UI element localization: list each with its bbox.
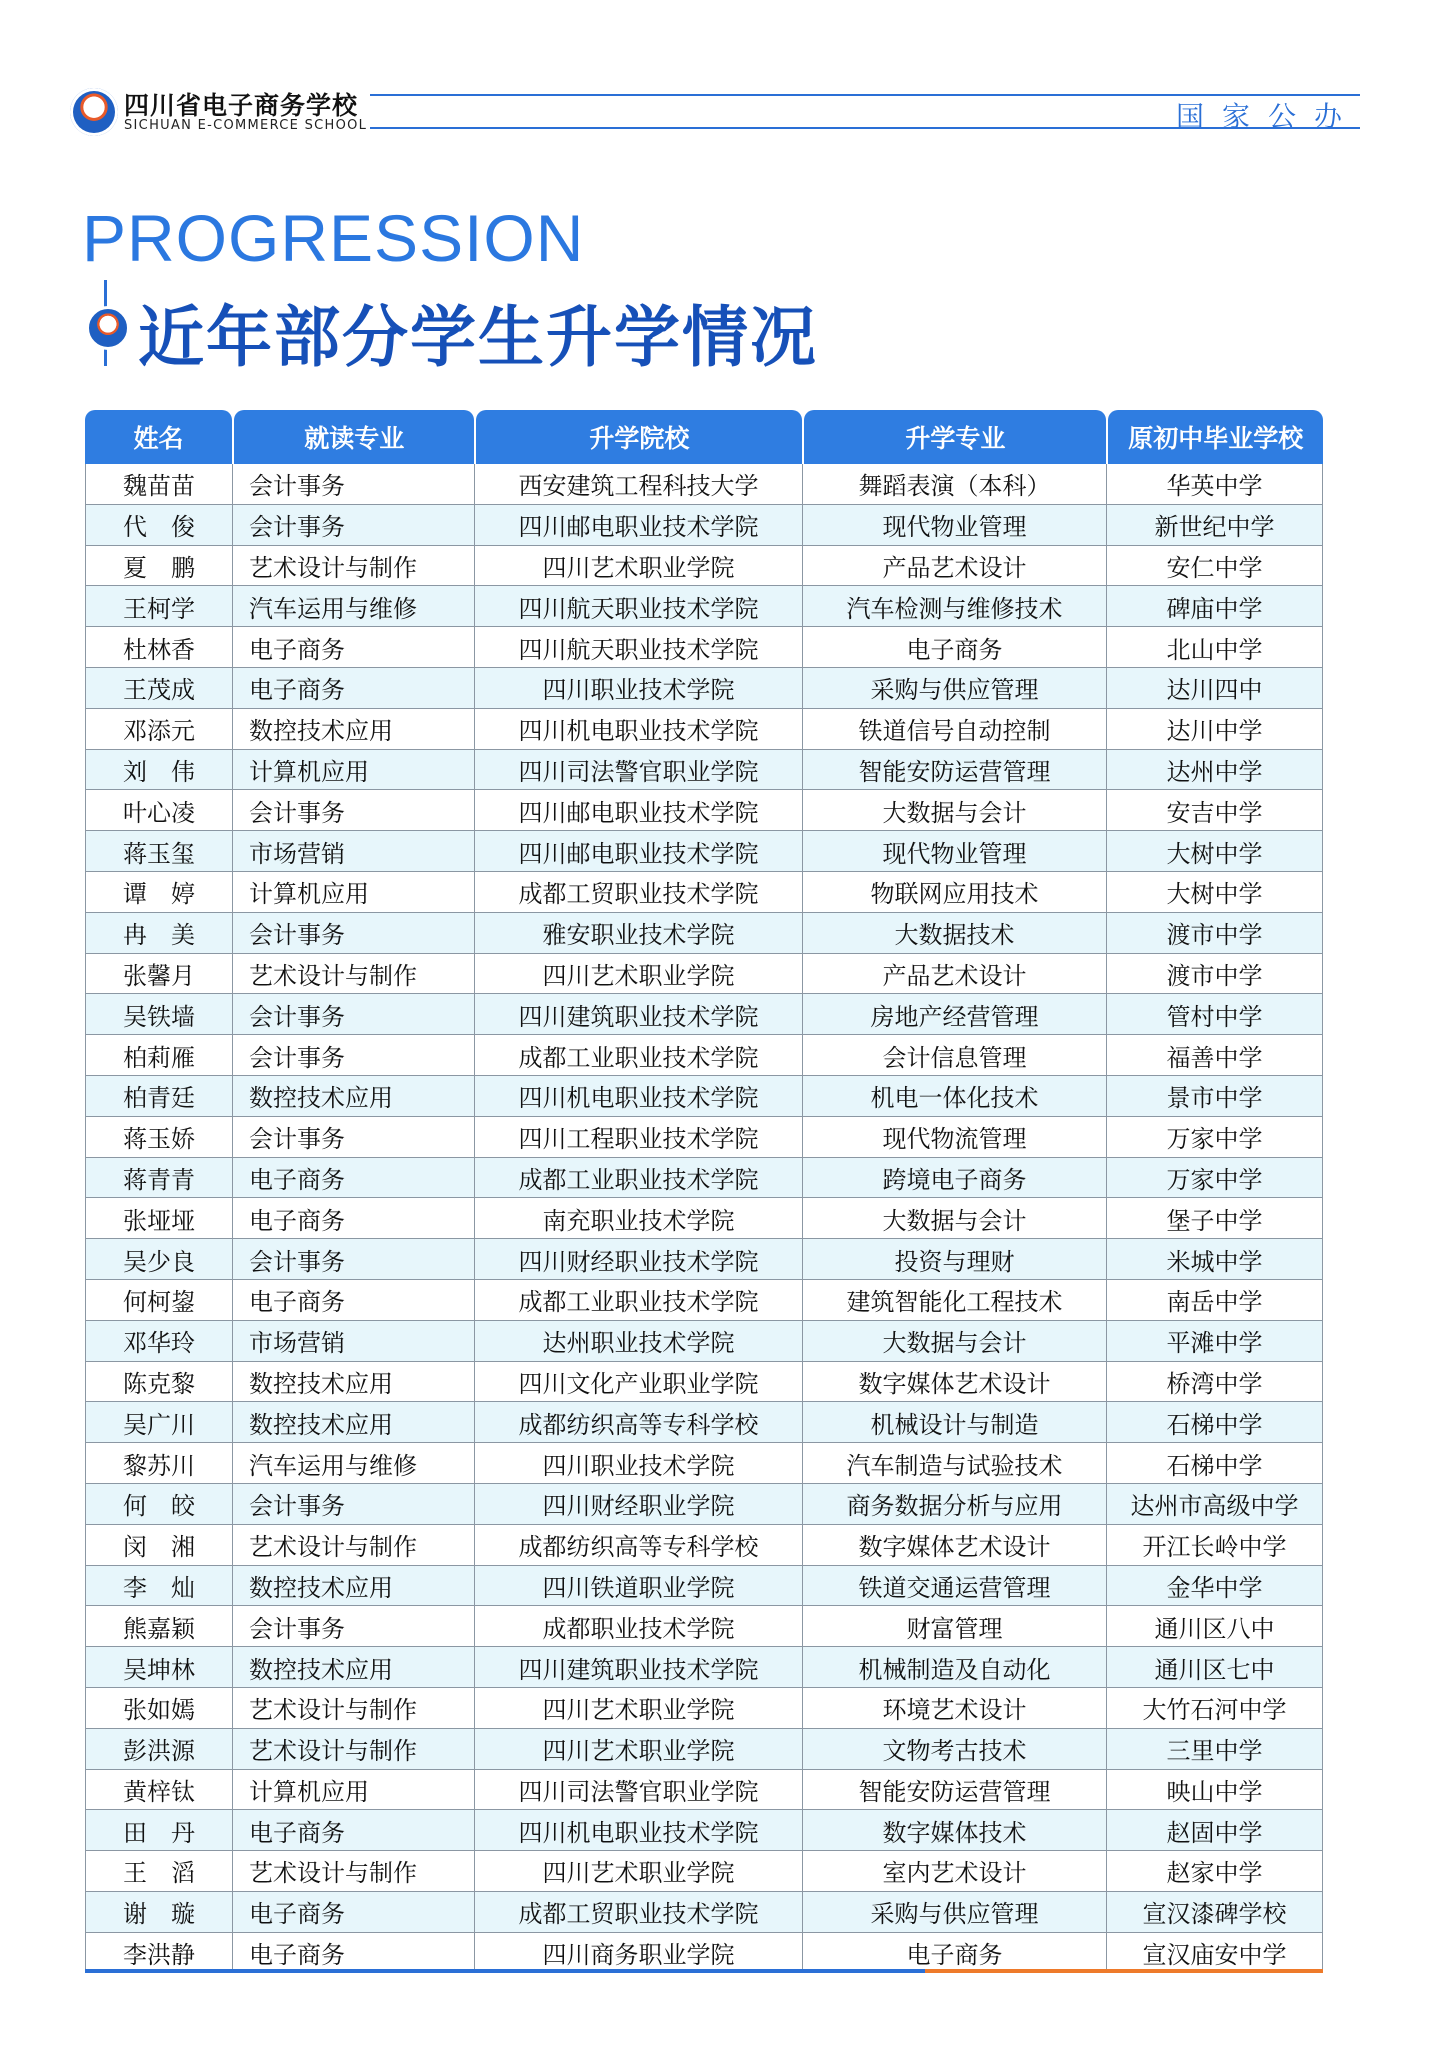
table-row xyxy=(85,1933,1323,1974)
table-row xyxy=(85,913,1323,954)
cell-name: 魏苗苗 xyxy=(85,464,233,505)
cell-college: 四川邮电职业技术学院 xyxy=(475,790,803,831)
cell-middle-school: 平滩中学 xyxy=(1107,1321,1323,1362)
cell-college: 四川职业技术学院 xyxy=(475,668,803,709)
table-header xyxy=(85,410,1323,464)
cell-major: 电子商务 xyxy=(233,1892,475,1933)
cell-college-major: 大数据与会计 xyxy=(803,790,1107,831)
cell-college-major: 数字媒体艺术设计 xyxy=(803,1525,1107,1566)
cell-name: 柏青廷 xyxy=(85,1076,233,1117)
cell-major: 数控技术应用 xyxy=(233,1076,475,1117)
cell-middle-school: 桥湾中学 xyxy=(1107,1362,1323,1403)
cell-name: 邓华玲 xyxy=(85,1321,233,1362)
school-logo-icon xyxy=(70,88,118,136)
cell-middle-school: 达州市高级中学 xyxy=(1107,1484,1323,1525)
cell-major: 汽车运用与维修 xyxy=(233,586,475,627)
cell-major: 市场营销 xyxy=(233,1321,475,1362)
table-row xyxy=(85,1443,1323,1484)
cell-college-major: 现代物流管理 xyxy=(803,1117,1107,1158)
cell-middle-school: 万家中学 xyxy=(1107,1158,1323,1199)
cell-college-major: 商务数据分析与应用 xyxy=(803,1484,1107,1525)
cell-college: 四川司法警官职业学院 xyxy=(475,1770,803,1811)
cell-name: 何柯鋆 xyxy=(85,1280,233,1321)
cell-major: 数控技术应用 xyxy=(233,709,475,750)
cell-college: 四川铁道职业学院 xyxy=(475,1566,803,1607)
cell-name: 谭 婷 xyxy=(85,872,233,913)
header-tagline: 国家公办 xyxy=(1175,100,1360,133)
cell-college: 四川机电职业技术学院 xyxy=(475,1810,803,1851)
cell-major: 艺术设计与制作 xyxy=(233,954,475,995)
title-chinese: 近年部分学生升学情况 xyxy=(138,299,818,376)
cell-middle-school: 石梯中学 xyxy=(1107,1443,1323,1484)
table-row xyxy=(85,1770,1323,1811)
table-row xyxy=(85,872,1323,913)
cell-college: 四川工程职业技术学院 xyxy=(475,1117,803,1158)
cell-college-major: 投资与理财 xyxy=(803,1239,1107,1280)
cell-middle-school: 景市中学 xyxy=(1107,1076,1323,1117)
table-row xyxy=(85,1158,1323,1199)
cell-middle-school: 达川四中 xyxy=(1107,668,1323,709)
cell-major: 电子商务 xyxy=(233,1810,475,1851)
cell-name: 谢 璇 xyxy=(85,1892,233,1933)
cell-college: 四川文化产业职业学院 xyxy=(475,1362,803,1403)
cell-middle-school: 渡市中学 xyxy=(1107,913,1323,954)
cell-college: 四川航天职业技术学院 xyxy=(475,586,803,627)
cell-name: 黄梓钛 xyxy=(85,1770,233,1811)
cell-college-major: 大数据与会计 xyxy=(803,1198,1107,1239)
cell-major: 会计事务 xyxy=(233,505,475,546)
cell-college-major: 数字媒体艺术设计 xyxy=(803,1362,1107,1403)
table-row xyxy=(85,546,1323,587)
bottom-bar-orange xyxy=(925,1969,1323,1973)
cell-college-major: 采购与供应管理 xyxy=(803,668,1107,709)
cell-major: 艺术设计与制作 xyxy=(233,546,475,587)
cell-college: 达州职业技术学院 xyxy=(475,1321,803,1362)
cell-name: 冉 美 xyxy=(85,913,233,954)
cell-middle-school: 米城中学 xyxy=(1107,1239,1323,1280)
table-body xyxy=(85,464,1323,1973)
table-row xyxy=(85,709,1323,750)
cell-college: 成都工业职业技术学院 xyxy=(475,1158,803,1199)
cell-middle-school: 开江长岭中学 xyxy=(1107,1525,1323,1566)
cell-name: 吴少良 xyxy=(85,1239,233,1280)
cell-name: 李 灿 xyxy=(85,1566,233,1607)
cell-college-major: 铁道信号自动控制 xyxy=(803,709,1107,750)
cell-college: 成都工贸职业技术学院 xyxy=(475,1892,803,1933)
cell-name: 熊嘉颖 xyxy=(85,1606,233,1647)
cell-college-major: 跨境电子商务 xyxy=(803,1158,1107,1199)
cell-middle-school: 金华中学 xyxy=(1107,1566,1323,1607)
cell-college: 成都工业职业技术学院 xyxy=(475,1280,803,1321)
cell-middle-school: 映山中学 xyxy=(1107,1770,1323,1811)
cell-major: 会计事务 xyxy=(233,1606,475,1647)
cell-middle-school: 新世纪中学 xyxy=(1107,505,1323,546)
table-row xyxy=(85,1076,1323,1117)
cell-college-major: 室内艺术设计 xyxy=(803,1851,1107,1892)
header-college: 升学院校 xyxy=(476,410,802,464)
cell-middle-school: 北山中学 xyxy=(1107,627,1323,668)
cell-major: 艺术设计与制作 xyxy=(233,1729,475,1770)
table-bottom-bar xyxy=(85,1969,1323,1973)
cell-middle-school: 大树中学 xyxy=(1107,831,1323,872)
table-row xyxy=(85,1035,1323,1076)
cell-college-major: 会计信息管理 xyxy=(803,1035,1107,1076)
school-name-cn: 四川省电子商务学校 xyxy=(124,91,359,120)
title-logo-icon xyxy=(86,306,130,350)
cell-name: 何 皎 xyxy=(85,1484,233,1525)
table-row xyxy=(85,586,1323,627)
table-row xyxy=(85,1606,1323,1647)
cell-college: 四川机电职业技术学院 xyxy=(475,1076,803,1117)
table-row xyxy=(85,1117,1323,1158)
cell-major: 电子商务 xyxy=(233,1280,475,1321)
cell-college-major: 大数据与会计 xyxy=(803,1321,1107,1362)
cell-name: 张垭垭 xyxy=(85,1198,233,1239)
table-row xyxy=(85,1402,1323,1443)
cell-college-major: 汽车制造与试验技术 xyxy=(803,1443,1107,1484)
cell-college-major: 财富管理 xyxy=(803,1606,1107,1647)
cell-middle-school: 碑庙中学 xyxy=(1107,586,1323,627)
table-row xyxy=(85,1647,1323,1688)
cell-middle-school: 大竹石河中学 xyxy=(1107,1688,1323,1729)
cell-name: 杜林香 xyxy=(85,627,233,668)
cell-college: 南充职业技术学院 xyxy=(475,1198,803,1239)
cell-major: 会计事务 xyxy=(233,994,475,1035)
cell-name: 王茂成 xyxy=(85,668,233,709)
table-row xyxy=(85,1525,1323,1566)
cell-college: 四川商务职业学院 xyxy=(475,1933,803,1974)
cell-middle-school: 赵固中学 xyxy=(1107,1810,1323,1851)
cell-middle-school: 石梯中学 xyxy=(1107,1402,1323,1443)
cell-college: 四川财经职业技术学院 xyxy=(475,1239,803,1280)
cell-middle-school: 三里中学 xyxy=(1107,1729,1323,1770)
cell-name: 张如嫣 xyxy=(85,1688,233,1729)
cell-name: 张馨月 xyxy=(85,954,233,995)
cell-college: 成都工业职业技术学院 xyxy=(475,1035,803,1076)
cell-college: 四川艺术职业学院 xyxy=(475,1851,803,1892)
progression-table xyxy=(85,410,1323,1973)
page-header xyxy=(0,0,1456,140)
cell-college-major: 环境艺术设计 xyxy=(803,1688,1107,1729)
cell-name: 蒋玉玺 xyxy=(85,831,233,872)
cell-middle-school: 达川中学 xyxy=(1107,709,1323,750)
table-row xyxy=(85,790,1323,831)
header-major: 就读专业 xyxy=(234,410,474,464)
cell-major: 会计事务 xyxy=(233,913,475,954)
cell-major: 市场营销 xyxy=(233,831,475,872)
cell-middle-school: 宣汉漆碑学校 xyxy=(1107,1892,1323,1933)
cell-major: 电子商务 xyxy=(233,668,475,709)
table-row xyxy=(85,994,1323,1035)
cell-major: 数控技术应用 xyxy=(233,1647,475,1688)
cell-college: 四川机电职业技术学院 xyxy=(475,709,803,750)
cell-college-major: 房地产经营管理 xyxy=(803,994,1107,1035)
cell-college-major: 舞蹈表演（本科） xyxy=(803,464,1107,505)
table-row xyxy=(85,1484,1323,1525)
table-row xyxy=(85,1729,1323,1770)
cell-middle-school: 通川区八中 xyxy=(1107,1606,1323,1647)
cell-middle-school: 宣汉庙安中学 xyxy=(1107,1933,1323,1974)
cell-college-major: 智能安防运营管理 xyxy=(803,750,1107,791)
cell-middle-school: 管村中学 xyxy=(1107,994,1323,1035)
cell-college-major: 采购与供应管理 xyxy=(803,1892,1107,1933)
cell-name: 代 俊 xyxy=(85,505,233,546)
cell-middle-school: 大树中学 xyxy=(1107,872,1323,913)
cell-major: 会计事务 xyxy=(233,1484,475,1525)
cell-name: 闵 湘 xyxy=(85,1525,233,1566)
cell-college-major: 电子商务 xyxy=(803,627,1107,668)
cell-college-major: 机械设计与制造 xyxy=(803,1402,1107,1443)
school-name-en: SICHUAN E-COMMERCE SCHOOL xyxy=(124,118,368,133)
cell-college: 四川艺术职业学院 xyxy=(475,546,803,587)
cell-name: 吴铁墙 xyxy=(85,994,233,1035)
cell-middle-school: 堡子中学 xyxy=(1107,1198,1323,1239)
cell-middle-school: 万家中学 xyxy=(1107,1117,1323,1158)
cell-major: 电子商务 xyxy=(233,1933,475,1974)
cell-major: 会计事务 xyxy=(233,790,475,831)
cell-major: 计算机应用 xyxy=(233,750,475,791)
cell-college-major: 机械制造及自动化 xyxy=(803,1647,1107,1688)
cell-college: 四川邮电职业技术学院 xyxy=(475,831,803,872)
cell-middle-school: 达州中学 xyxy=(1107,750,1323,791)
table-row xyxy=(85,464,1323,505)
cell-major: 计算机应用 xyxy=(233,872,475,913)
cell-college-major: 建筑智能化工程技术 xyxy=(803,1280,1107,1321)
table-row xyxy=(85,1362,1323,1403)
cell-major: 会计事务 xyxy=(233,1035,475,1076)
cell-major: 电子商务 xyxy=(233,1198,475,1239)
cell-college-major: 产品艺术设计 xyxy=(803,546,1107,587)
cell-major: 电子商务 xyxy=(233,1158,475,1199)
table-row xyxy=(85,831,1323,872)
cell-major: 电子商务 xyxy=(233,627,475,668)
cell-middle-school: 华英中学 xyxy=(1107,464,1323,505)
cell-name: 刘 伟 xyxy=(85,750,233,791)
table-row xyxy=(85,627,1323,668)
cell-college-major: 现代物业管理 xyxy=(803,505,1107,546)
cell-major: 艺术设计与制作 xyxy=(233,1688,475,1729)
cell-name: 田 丹 xyxy=(85,1810,233,1851)
title-english: PROGRESSION xyxy=(82,201,585,275)
cell-college-major: 汽车检测与维修技术 xyxy=(803,586,1107,627)
cell-college: 四川财经职业学院 xyxy=(475,1484,803,1525)
cell-major: 艺术设计与制作 xyxy=(233,1851,475,1892)
cell-major: 数控技术应用 xyxy=(233,1362,475,1403)
table-row xyxy=(85,1566,1323,1607)
cell-college: 四川艺术职业学院 xyxy=(475,1688,803,1729)
table-row xyxy=(85,954,1323,995)
cell-college-major: 数字媒体技术 xyxy=(803,1810,1107,1851)
table-row xyxy=(85,1239,1323,1280)
cell-name: 蒋青青 xyxy=(85,1158,233,1199)
cell-college-major: 文物考古技术 xyxy=(803,1729,1107,1770)
cell-college-major: 机电一体化技术 xyxy=(803,1076,1107,1117)
cell-major: 数控技术应用 xyxy=(233,1402,475,1443)
table-row xyxy=(85,1321,1323,1362)
cell-college-major: 大数据技术 xyxy=(803,913,1107,954)
table-row xyxy=(85,1851,1323,1892)
cell-college-major: 铁道交通运营管理 xyxy=(803,1566,1107,1607)
cell-college: 雅安职业技术学院 xyxy=(475,913,803,954)
header-name: 姓名 xyxy=(85,410,232,464)
cell-name: 王 滔 xyxy=(85,1851,233,1892)
cell-college: 四川建筑职业技术学院 xyxy=(475,994,803,1035)
cell-college: 成都职业技术学院 xyxy=(475,1606,803,1647)
cell-name: 蒋玉娇 xyxy=(85,1117,233,1158)
cell-name: 柏莉雁 xyxy=(85,1035,233,1076)
cell-college: 成都纺织高等专科学校 xyxy=(475,1402,803,1443)
cell-name: 邓添元 xyxy=(85,709,233,750)
cell-college: 四川艺术职业学院 xyxy=(475,954,803,995)
cell-middle-school: 安吉中学 xyxy=(1107,790,1323,831)
cell-college-major: 智能安防运营管理 xyxy=(803,1770,1107,1811)
cell-college-major: 产品艺术设计 xyxy=(803,954,1107,995)
cell-major: 汽车运用与维修 xyxy=(233,1443,475,1484)
cell-name: 吴广川 xyxy=(85,1402,233,1443)
cell-college: 四川邮电职业技术学院 xyxy=(475,505,803,546)
cell-college: 四川职业技术学院 xyxy=(475,1443,803,1484)
cell-college: 成都工贸职业技术学院 xyxy=(475,872,803,913)
bottom-bar-blue xyxy=(85,1969,925,1973)
cell-middle-school: 南岳中学 xyxy=(1107,1280,1323,1321)
cell-college: 四川航天职业技术学院 xyxy=(475,627,803,668)
cell-college: 四川建筑职业技术学院 xyxy=(475,1647,803,1688)
table-row xyxy=(85,1280,1323,1321)
cell-college-major: 现代物业管理 xyxy=(803,831,1107,872)
cell-middle-school: 赵家中学 xyxy=(1107,1851,1323,1892)
cell-college: 四川艺术职业学院 xyxy=(475,1729,803,1770)
cell-middle-school: 渡市中学 xyxy=(1107,954,1323,995)
cell-name: 夏 鹏 xyxy=(85,546,233,587)
cell-college: 西安建筑工程科技大学 xyxy=(475,464,803,505)
cell-college-major: 物联网应用技术 xyxy=(803,872,1107,913)
cell-major: 会计事务 xyxy=(233,1117,475,1158)
header-college-major: 升学专业 xyxy=(804,410,1106,464)
cell-name: 王柯学 xyxy=(85,586,233,627)
cell-middle-school: 通川区七中 xyxy=(1107,1647,1323,1688)
cell-middle-school: 安仁中学 xyxy=(1107,546,1323,587)
cell-name: 叶心凌 xyxy=(85,790,233,831)
table-row xyxy=(85,1198,1323,1239)
cell-name: 陈克黎 xyxy=(85,1362,233,1403)
cell-college: 成都纺织高等专科学校 xyxy=(475,1525,803,1566)
cell-major: 会计事务 xyxy=(233,1239,475,1280)
cell-major: 艺术设计与制作 xyxy=(233,1525,475,1566)
table-row xyxy=(85,1892,1323,1933)
cell-major: 会计事务 xyxy=(233,464,475,505)
cell-name: 李洪静 xyxy=(85,1933,233,1974)
cell-name: 吴坤林 xyxy=(85,1647,233,1688)
cell-college: 四川司法警官职业学院 xyxy=(475,750,803,791)
cell-name: 黎苏川 xyxy=(85,1443,233,1484)
cell-college-major: 电子商务 xyxy=(803,1933,1107,1974)
cell-major: 计算机应用 xyxy=(233,1770,475,1811)
table-row xyxy=(85,505,1323,546)
cell-name: 彭洪源 xyxy=(85,1729,233,1770)
table-row xyxy=(85,1688,1323,1729)
table-row xyxy=(85,668,1323,709)
table-row xyxy=(85,1810,1323,1851)
header-middle-school: 原初中毕业学校 xyxy=(1108,410,1323,464)
table-row xyxy=(85,750,1323,791)
cell-major: 数控技术应用 xyxy=(233,1566,475,1607)
cell-middle-school: 福善中学 xyxy=(1107,1035,1323,1076)
